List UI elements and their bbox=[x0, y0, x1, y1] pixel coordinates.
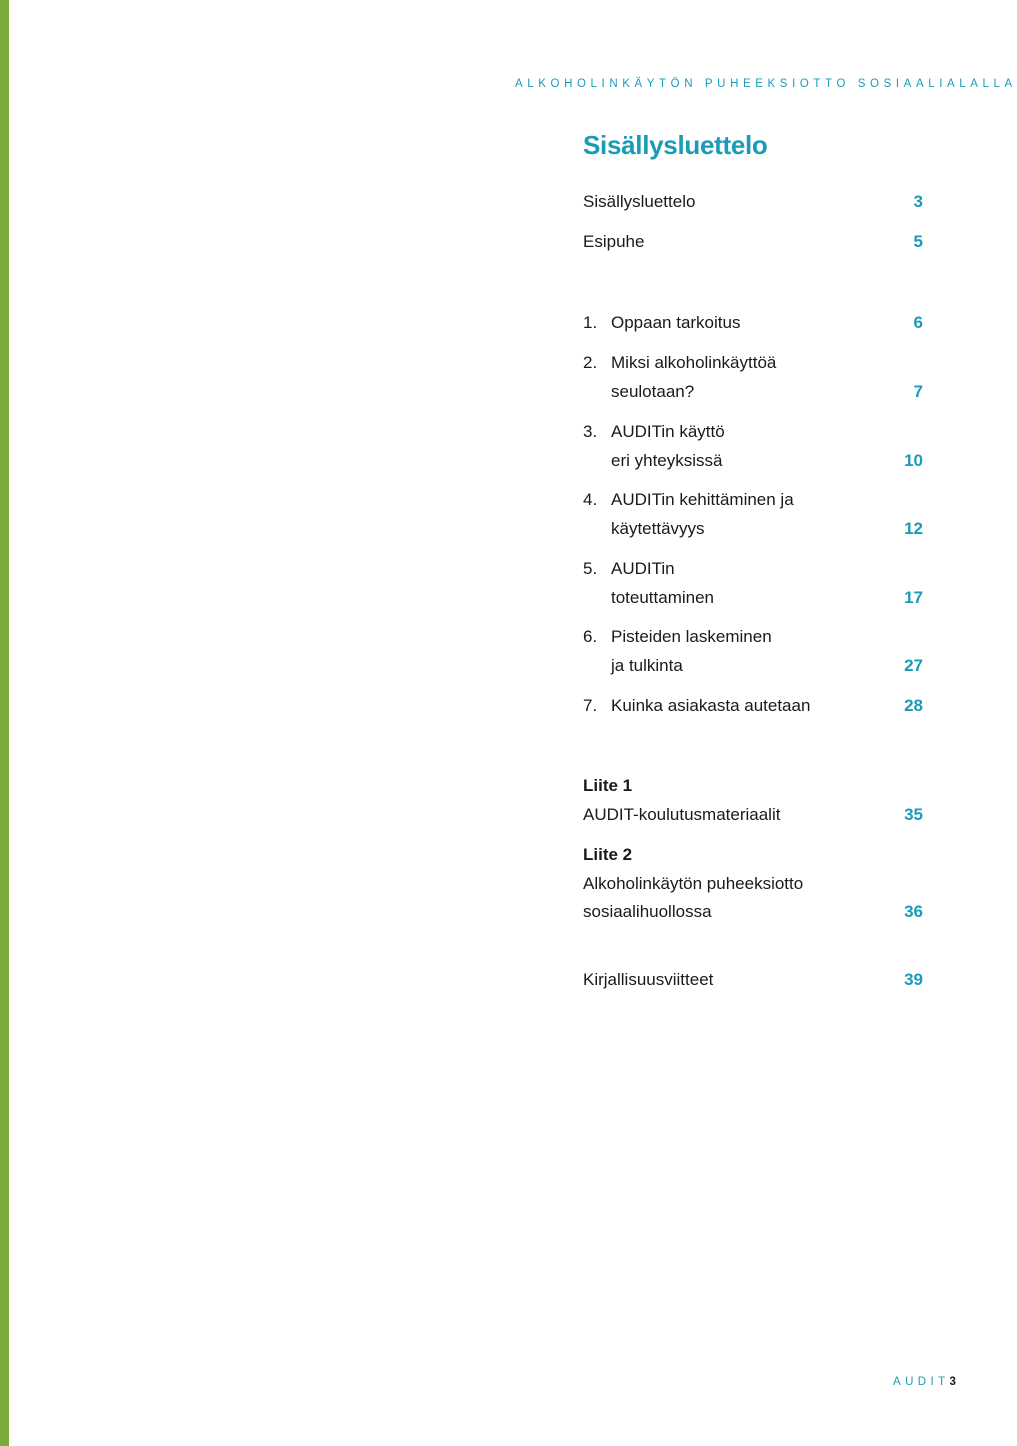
toc-entry-label: Oppaan tarkoitus bbox=[611, 313, 741, 332]
toc-entry-chapter-5[interactable] bbox=[583, 555, 923, 612]
toc-page-number: 10 bbox=[904, 450, 923, 470]
toc-page-number: 36 bbox=[904, 902, 923, 921]
toc-page-number: 17 bbox=[904, 587, 923, 607]
chapter-number: 3. bbox=[583, 422, 598, 441]
page-title: Sisällysluettelo bbox=[583, 130, 768, 160]
toc-entry-label: Miksi alkoholinkäyttöä bbox=[611, 353, 777, 372]
page-footer bbox=[893, 1376, 958, 1388]
toc-entry-chapter-2[interactable] bbox=[583, 349, 923, 406]
toc-page-number: 7 bbox=[913, 381, 923, 401]
toc-page-number: 3 bbox=[913, 192, 923, 211]
toc-entry-chapter-1[interactable] bbox=[583, 309, 923, 338]
toc-entry-label-cont: sosiaalihuollossa bbox=[583, 902, 712, 921]
toc-entry-appendix-2[interactable] bbox=[583, 841, 923, 927]
toc-entry-foreword[interactable] bbox=[583, 228, 923, 257]
toc-page-number: 6 bbox=[913, 313, 923, 332]
chapter-number: 7. bbox=[583, 696, 598, 715]
toc-entry-chapter-3[interactable] bbox=[583, 418, 923, 475]
toc-entry-label: AUDIT-koulutusmateriaalit bbox=[583, 804, 781, 824]
toc-entry-label: Esipuhe bbox=[583, 232, 645, 251]
green-edge-bar bbox=[0, 0, 9, 1446]
chapter-number: 2. bbox=[583, 353, 598, 372]
toc-page-number: 27 bbox=[904, 655, 923, 675]
toc-entry-label-cont: toteuttaminen bbox=[611, 587, 715, 607]
toc-entry-label: AUDITin bbox=[611, 559, 675, 578]
toc-entry-contents[interactable] bbox=[583, 188, 923, 217]
chapter-number: 6. bbox=[583, 627, 598, 646]
toc-page-number: 12 bbox=[904, 518, 923, 538]
toc-entry-label: Kuinka asiakasta autetaan bbox=[611, 696, 811, 715]
toc-entry-label: AUDITin kehittäminen ja bbox=[611, 490, 794, 509]
toc-page-number: 28 bbox=[904, 696, 923, 715]
toc-page-number: 35 bbox=[904, 804, 923, 824]
toc-entry-appendix-1[interactable] bbox=[583, 772, 923, 829]
toc-entry-label: Alkoholinkäytön puheeksiotto bbox=[583, 873, 804, 893]
toc-entry-label-cont: käytettävyys bbox=[611, 518, 705, 538]
chapter-number: 5. bbox=[583, 559, 598, 578]
appendix-heading: Liite 2 bbox=[583, 845, 633, 864]
toc-entry-label-cont: ja tulkinta bbox=[611, 655, 683, 675]
toc-entry-label-cont: seulotaan? bbox=[611, 381, 695, 401]
toc-entry-chapter-6[interactable] bbox=[583, 623, 923, 680]
toc-page-number: 5 bbox=[913, 232, 923, 251]
toc-entry-label: Kirjallisuusviitteet bbox=[583, 970, 714, 989]
chapter-number: 1. bbox=[583, 313, 598, 332]
appendix-heading: Liite 1 bbox=[583, 776, 633, 795]
toc-entry-label: AUDITin käyttö bbox=[611, 422, 725, 441]
chapter-number: 4. bbox=[583, 490, 598, 509]
toc-entry-references[interactable] bbox=[583, 966, 923, 995]
footer-page-number: 3 bbox=[949, 1376, 956, 1388]
footer-label: AUDIT bbox=[893, 1376, 950, 1388]
running-header: ALKOHOLINKÄYTÖN PUHEEKSIOTTO SOSIAALIALALLA bbox=[515, 78, 1017, 90]
toc-page-number: 39 bbox=[904, 970, 923, 989]
toc-entry-chapter-4[interactable] bbox=[583, 486, 923, 543]
toc-entry-chapter-7[interactable] bbox=[583, 692, 923, 721]
toc-entry-label: Pisteiden laskeminen bbox=[611, 627, 772, 646]
toc-entry-label-cont: eri yhteyksissä bbox=[611, 450, 723, 470]
toc-entry-label: Sisällysluettelo bbox=[583, 192, 696, 211]
